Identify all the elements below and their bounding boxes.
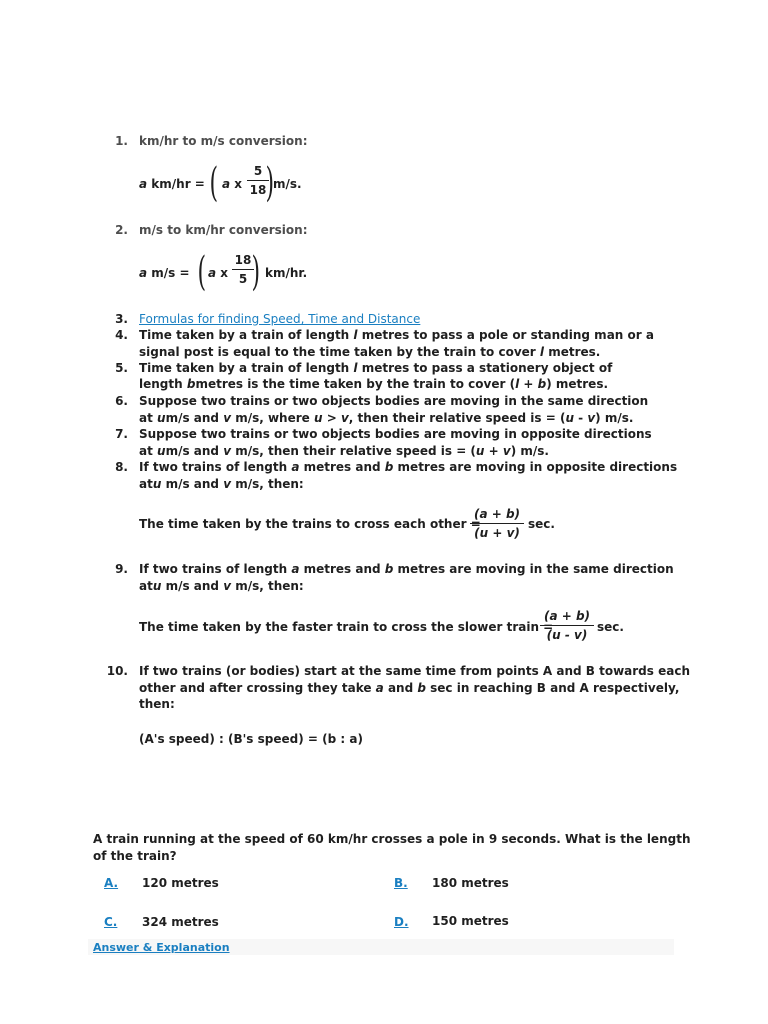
item-number: 2. [115, 223, 128, 237]
item-text-line: Time taken by a train of length l metres to pass a stationery object of [139, 361, 613, 375]
item-text-line: at um/s and v m/s, then their relative speed is = (u + v) m/s. [139, 444, 549, 458]
fraction-denominator: (u - v) [546, 628, 588, 642]
item-text-line: other and after crossing they take a and b sec in reaching B and A respectively, [139, 681, 680, 695]
right-paren-icon: ) [265, 160, 275, 206]
option-d-text: 150 metres [432, 914, 509, 928]
question-text: A train running at the speed of 60 km/hr crosses a pole in 9 seconds. What is the length [93, 832, 691, 846]
fraction-numerator: (a + b) [473, 507, 521, 521]
formula-rhs: m/s. [273, 177, 302, 191]
item-text-line: then: [139, 697, 175, 711]
item-number: 3. [115, 312, 128, 326]
item-title: m/s to km/hr conversion: [139, 223, 308, 237]
item-text-line: Suppose two trains or two objects bodies are moving in opposite directions [139, 427, 652, 441]
right-paren-icon: ) [251, 249, 261, 295]
item-number: 5. [115, 361, 128, 375]
option-d-key[interactable]: D. [394, 915, 409, 929]
item-text-line: Suppose two trains or two objects bodies are moving in the same direction [139, 394, 649, 408]
item-text-line: If two trains (or bodies) start at the same time from points A and B towards each [139, 664, 690, 678]
fraction-numerator: 5 [253, 164, 263, 178]
formula-unit: sec. [597, 620, 624, 634]
answer-explanation-link[interactable]: Answer & Explanation [93, 941, 230, 954]
item-title: km/hr to m/s conversion: [139, 134, 308, 148]
fraction-numerator: 18 [234, 253, 252, 267]
item-text-line: signal post is equal to the time taken by the train to cover l metres. [139, 345, 601, 359]
item-text-line: If two trains of length a metres and b metres are moving in opposite directions [139, 460, 678, 474]
option-b-text: 180 metres [432, 876, 509, 890]
item-number: 6. [115, 394, 128, 408]
left-paren-icon: ( [209, 160, 219, 206]
fraction [470, 507, 524, 540]
formula-lhs: a km/hr = [139, 177, 205, 191]
option-c-text: 324 metres [142, 915, 219, 929]
fraction-denominator: 5 [238, 272, 248, 286]
formula-inner: a x [208, 266, 229, 280]
option-a-key[interactable]: A. [104, 876, 119, 890]
item-number: 4. [115, 328, 128, 342]
formula-rhs: km/hr. [265, 266, 308, 280]
item-number: 8. [115, 460, 128, 474]
option-b-key[interactable]: B. [394, 876, 408, 890]
formula-unit: sec. [528, 517, 555, 531]
formula-text: The time taken by the trains to cross each other = [139, 517, 481, 531]
formula-text: The time taken by the faster train to cross the slower train = [139, 620, 554, 634]
item-text-line: at um/s and v m/s, where u > v, then their relative speed is = (u - v) m/s. [139, 411, 634, 425]
formula-lhs: a m/s = [139, 266, 190, 280]
option-a-text: 120 metres [142, 876, 219, 890]
item-text-line: If two trains of length a metres and b metres are moving in the same direction [139, 562, 674, 576]
item-text-line: atu m/s and v m/s, then: [139, 579, 304, 593]
formulas-link[interactable]: Formulas for finding Speed, Time and Distance [139, 312, 421, 326]
item-number: 7. [115, 427, 128, 441]
item-number: 9. [115, 562, 128, 576]
option-c-key[interactable]: C. [104, 915, 118, 929]
fraction [540, 609, 594, 642]
item-number: 1. [115, 134, 128, 148]
question-text: of the train? [93, 849, 177, 863]
item-text-line: length bmetres is the time taken by the train to cover (l + b) metres. [139, 377, 609, 391]
fraction-denominator: 18 [249, 183, 267, 197]
left-paren-icon: ( [197, 249, 207, 295]
fraction-numerator: (a + b) [543, 609, 591, 623]
item-number: 10. [106, 664, 128, 678]
fraction-denominator: (u + v) [474, 526, 520, 540]
formula-inner: a x [222, 177, 243, 191]
item-text-line: Time taken by a train of length l metres to pass a pole or standing man or a [139, 328, 654, 342]
item-text-line: atu m/s and v m/s, then: [139, 477, 304, 491]
speed-ratio: (A's speed) : (B's speed) = (b : a) [139, 732, 363, 746]
